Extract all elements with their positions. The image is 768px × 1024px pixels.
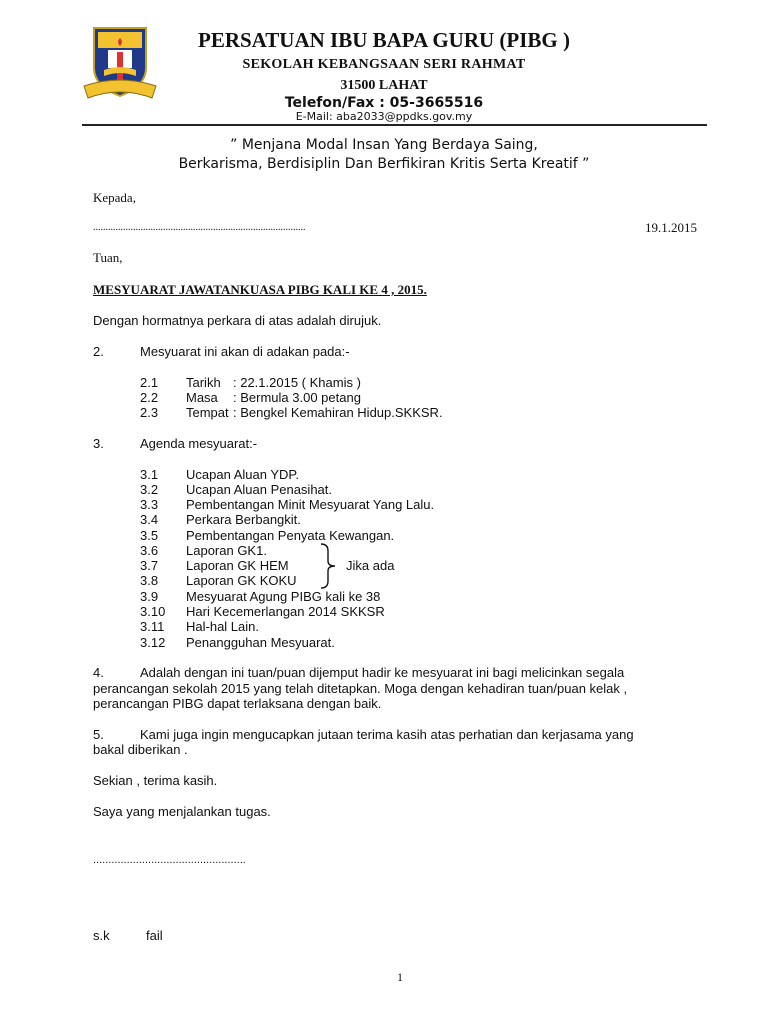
postcode-town: 31500 LAHAT: [340, 78, 428, 93]
agenda-item: Laporan GK KOKU: [186, 573, 297, 588]
agenda-item: Pembentangan Minit Mesyuarat Yang Lalu.: [186, 497, 435, 512]
agenda-number: 3.8: [140, 573, 159, 588]
agenda-number: 3.2: [140, 482, 159, 497]
agenda-item: Perkara Berbangkit.: [186, 512, 301, 527]
header-divider: [82, 124, 707, 126]
brace-note: Jika ada: [346, 558, 395, 573]
opening-line: Dengan hormatnya perkara di atas adalah dirujuk.: [93, 313, 382, 328]
closing-line: Sekian , terima kasih.: [93, 773, 218, 788]
detail-value: : 22.1.2015 ( Khamis ): [233, 375, 361, 390]
duty-line: Saya yang menjalankan tugas.: [93, 804, 271, 819]
detail-label: Masa: [186, 390, 218, 405]
para-5-line-1: Kami juga ingin mengucapkan jutaan terima kasih atas perhatian dan kerjasama yang: [140, 727, 634, 742]
para-4-number: 4.: [93, 665, 104, 680]
right-brace-icon: [318, 543, 338, 589]
motto-line-2: Berkarisma, Berdisiplin Dan Berfikiran Kritis Serta Kreatif ”: [178, 156, 590, 172]
detail-value: : Bermula 3.00 petang: [233, 390, 361, 405]
agenda-number: 3.7: [140, 558, 159, 573]
agenda-number: 3.11: [140, 619, 165, 634]
letter-date: 19.1.2015: [645, 220, 697, 235]
signature-dots: ..................................................: [93, 854, 246, 866]
agenda-number: 3.10: [140, 604, 166, 619]
para-4-line-1: Adalah dengan ini tuan/puan dijemput hadir ke mesyuarat ini bagi melicinkan segala: [140, 665, 625, 680]
detail-value: : Bengkel Kemahiran Hidup.SKKSR.: [233, 405, 443, 420]
agenda-item: Laporan GK HEM: [186, 558, 289, 573]
para-5-number: 5.: [93, 727, 104, 742]
agenda-item: Ucapan Aluan YDP.: [186, 467, 299, 482]
email-address: E-Mail: aba2033@ppdks.gov.my: [295, 110, 473, 123]
detail-number: 2.1: [140, 375, 159, 390]
cc-value: fail: [146, 928, 163, 943]
subject-line: MESYUARAT JAWATANKUASA PIBG KALI KE 4 , 2015.: [93, 282, 427, 297]
detail-label: Tempat: [186, 405, 229, 420]
telephone-fax: Telefon/Fax : 05-3665516: [284, 95, 484, 111]
agenda-item: Pembentangan Penyata Kewangan.: [186, 528, 395, 543]
school-name: SEKOLAH KEBANGSAAN SERI RAHMAT: [242, 57, 526, 72]
agenda-number: 3.9: [140, 589, 159, 604]
detail-label: Tarikh: [186, 375, 221, 390]
cc-label: s.k: [93, 928, 110, 943]
agenda-number: 3.3: [140, 497, 159, 512]
para-5-line-2: bakal diberikan .: [93, 742, 188, 757]
motto-line-1: ” Menjana Modal Insan Yang Berdaya Saing,: [230, 137, 538, 153]
agenda-item: Ucapan Aluan Penasihat.: [186, 482, 332, 497]
detail-number: 2.2: [140, 390, 159, 405]
agenda-item: Laporan GK1.: [186, 543, 267, 558]
agenda-number: 3.1: [140, 467, 159, 482]
para-4-line-2: perancangan sekolah 2015 yang telah ditetapkan. Moga dengan kehadiran tuan/puan kelak ,: [93, 681, 628, 696]
recipient-address-dots: .....................................................................................: [93, 222, 306, 233]
agenda-item: Penangguhan Mesyuarat.: [186, 635, 335, 650]
recipient-label: Kepada,: [93, 190, 136, 205]
agenda-item: Mesyuarat Agung PIBG kali ke 38: [186, 589, 381, 604]
para-2-text: Mesyuarat ini akan di adakan pada:-: [140, 344, 350, 359]
para-3-number: 3.: [93, 436, 104, 451]
agenda-number: 3.4: [140, 512, 159, 527]
association-title: PERSATUAN IBU BAPA GURU (PIBG ): [198, 28, 570, 52]
agenda-number: 3.5: [140, 528, 159, 543]
para-3-text: Agenda mesyuarat:-: [140, 436, 258, 451]
agenda-number: 3.6: [140, 543, 159, 558]
detail-number: 2.3: [140, 405, 159, 420]
agenda-item: Hari Kecemerlangan 2014 SKKSR: [186, 604, 385, 619]
agenda-item: Hal-hal Lain.: [186, 619, 259, 634]
para-2-number: 2.: [93, 344, 104, 359]
para-4-line-3: perancangan PIBG dapat terlaksana dengan baik.: [93, 696, 382, 711]
page-number: 1: [397, 970, 403, 984]
agenda-number: 3.12: [140, 635, 166, 650]
salutation: Tuan,: [93, 250, 123, 265]
